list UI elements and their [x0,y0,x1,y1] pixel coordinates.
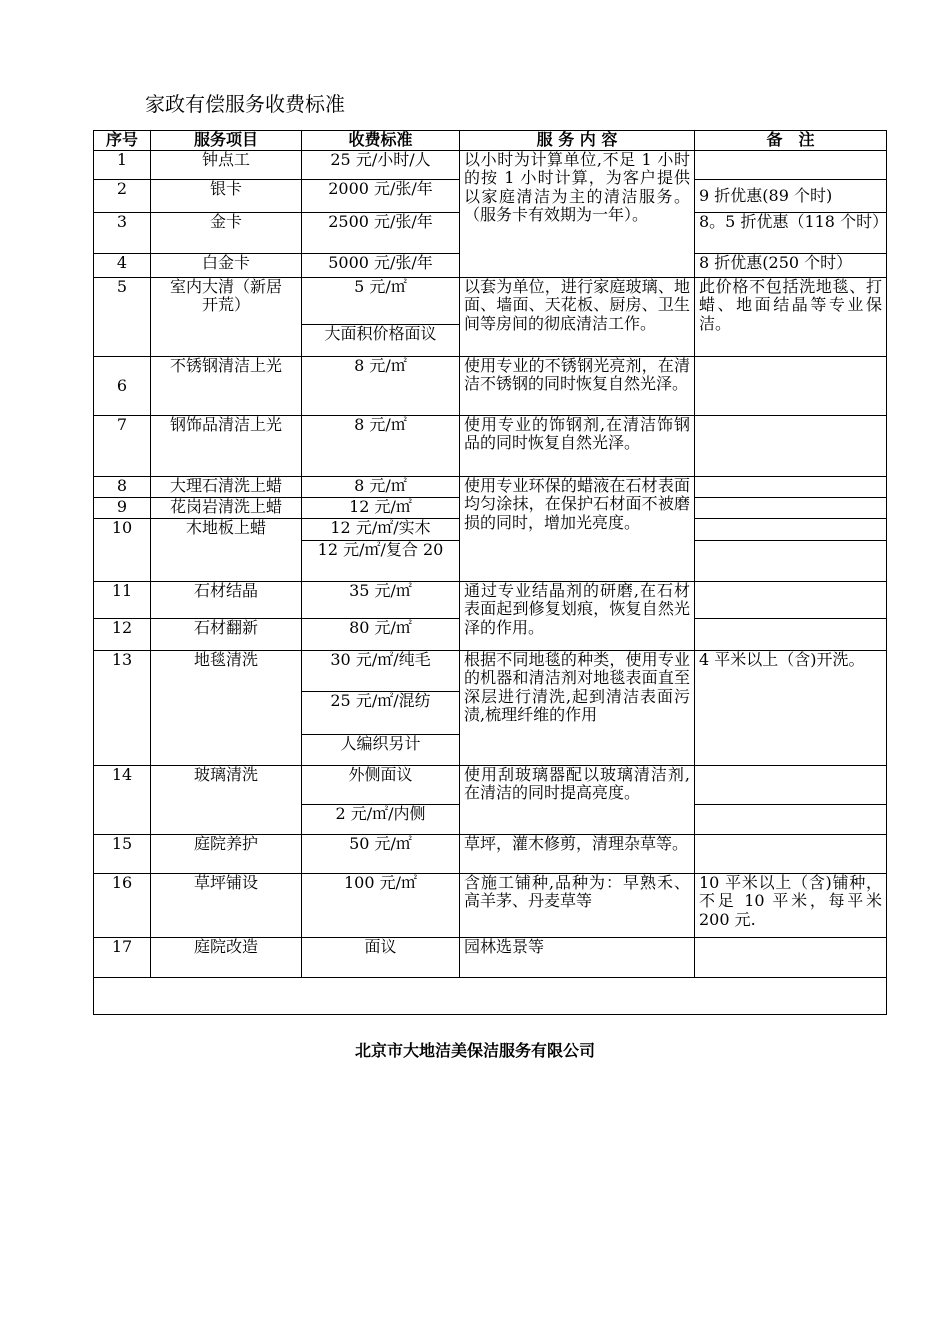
header-row [94,131,887,151]
row-no: 17 [94,938,151,978]
empty-cell [94,978,887,1015]
row-item: 草坪铺设 [151,874,302,938]
row-item: 钢饰品清洁上光 [151,416,302,477]
row-price: 12 元/㎡ [302,498,460,519]
row-note [695,938,887,978]
row-price: 80 元/㎡ [302,619,460,651]
row-item: 白金卡 [151,254,302,278]
row-item: 石材翻新 [151,619,302,651]
row-description: 以套为单位，进行家庭玻璃、地面、墙面、天花板、厨房、卫生间等房间的彻底清洁工作。 [460,278,695,357]
row-note [695,619,887,651]
row-note [695,541,887,582]
row-no: 11 [94,582,151,619]
row-item: 玻璃清洗 [151,766,302,835]
table-row [94,151,887,180]
table-row [94,477,887,498]
row-no: 3 [94,213,151,254]
row-description: 含施工铺种,品种为：早熟禾、高羊茅、丹麦草等 [460,874,695,938]
row-no: 6 [94,357,151,416]
row-no: 4 [94,254,151,278]
row-note [695,477,887,498]
row-price: 8 元/㎡ [302,477,460,498]
row-no: 12 [94,619,151,651]
row-note [695,498,887,519]
header-note: 备 注 [695,131,887,151]
row-note [695,835,887,874]
row-description: 通过专业结晶剂的研磨,在石材表面起到修复划痕，恢复自然光泽的作用。 [460,582,695,651]
row-item: 庭院养护 [151,835,302,874]
row-note: 8 折优惠(250 个时） [695,254,887,278]
row-price: 大面积价格面议 [302,325,460,357]
table-row [94,835,887,874]
row-item: 银卡 [151,180,302,213]
row-price: 50 元/㎡ [302,835,460,874]
row-price: 30 元/㎡/纯毛 [302,651,460,692]
row-item: 地毯清洗 [151,651,302,766]
table-row [94,766,887,805]
row-note [695,151,887,180]
row-item: 木地板上蜡 [151,519,302,582]
row-no: 1 [94,151,151,180]
header-item: 服务项目 [151,131,302,151]
row-no: 5 [94,278,151,357]
row-description: 以小时为计算单位,不足 1 小时的按 1 小时计算，为客户提供以家庭清洁为主的清洁服务。（服务卡有效期为一年）。 [460,151,695,278]
row-price: 12 元/㎡/实木 [302,519,460,541]
row-description: 草坪，灌木修剪，清理杂草等。 [460,835,695,874]
row-note: 4 平米以上（含)开洗。 [695,651,887,766]
row-item: 石材结晶 [151,582,302,619]
row-note [695,805,887,835]
table-row [94,874,887,938]
table-row [94,416,887,477]
fee-table [93,130,887,1015]
row-description: 使用刮玻璃器配以玻璃清洁剂,在清洁的同时提高亮度。 [460,766,695,835]
row-description: 使用专业的饰钢剂,在清洁饰钢品的同时恢复自然光泽。 [460,416,695,477]
row-price: 25 元/㎡/混纺 [302,692,460,735]
table-row [94,938,887,978]
row-note [695,357,887,416]
row-note: 10 平米以上（含)铺种，不足 10 平米，每平米 200 元. [695,874,887,938]
row-price: 面议 [302,938,460,978]
row-note: 9 折优惠(89 个时) [695,180,887,213]
row-description: 根据不同地毯的种类，使用专业的机器和清洁剂对地毯表面直至深层进行清洗,起到清洁表面污渍,梳理纤维的作用 [460,651,695,766]
row-description: 使用专业环保的蜡液在石材表面均匀涂抹，在保护石材面不被磨损的同时，增加光亮度。 [460,477,695,582]
row-no: 8 [94,477,151,498]
row-item: 金卡 [151,213,302,254]
row-no: 16 [94,874,151,938]
row-description: 园林选景等 [460,938,695,978]
row-price: 35 元/㎡ [302,582,460,619]
row-item: 大理石清洗上蜡 [151,477,302,498]
row-no: 7 [94,416,151,477]
row-no: 15 [94,835,151,874]
row-item: 钟点工 [151,151,302,180]
row-price: 2500 元/张/年 [302,213,460,254]
row-item: 不锈钢清洁上光 [151,357,302,416]
row-no: 9 [94,498,151,519]
header-content: 服 务 内 容 [460,131,695,151]
table-row [94,582,887,619]
row-note: 8。5 折优惠（118 个时） [695,213,887,254]
table-row [94,357,887,416]
row-note [695,582,887,619]
row-no: 14 [94,766,151,835]
row-no: 13 [94,651,151,766]
row-price: 2 元/㎡/内侧 [302,805,460,835]
row-price: 5 元/㎡ [302,278,460,325]
row-price: 100 元/㎡ [302,874,460,938]
row-no: 2 [94,180,151,213]
empty-row [94,978,887,1015]
row-price: 5000 元/张/年 [302,254,460,278]
row-item: 花岗岩清洗上蜡 [151,498,302,519]
row-note [695,766,887,805]
header-price: 收费标准 [302,131,460,151]
row-note: 此价格不包括洗地毯、打蜡、地面结晶等专业保洁。 [695,278,887,357]
company-name: 北京市大地洁美保洁服务有限公司 [354,1041,595,1060]
row-no: 10 [94,519,151,582]
row-note [695,416,887,477]
row-price: 人编织另计 [302,735,460,766]
row-description: 使用专业的不锈钢光亮剂，在清洁不锈钢的同时恢复自然光泽。 [460,357,695,416]
table-row [94,651,887,692]
row-price: 2000 元/张/年 [302,180,460,213]
row-price: 8 元/㎡ [302,357,460,416]
row-item: 庭院改造 [151,938,302,978]
header-no: 序号 [94,131,151,151]
row-item: 室内大清（新居开荒） [151,278,302,357]
row-price: 外侧面议 [302,766,460,805]
row-price: 12 元/㎡/复合 20 [302,541,460,582]
page-title: 家政有偿服务收费标准 [145,92,345,116]
row-note [695,519,887,541]
row-price: 8 元/㎡ [302,416,460,477]
table-row [94,278,887,325]
row-price: 25 元/小时/人 [302,151,460,180]
